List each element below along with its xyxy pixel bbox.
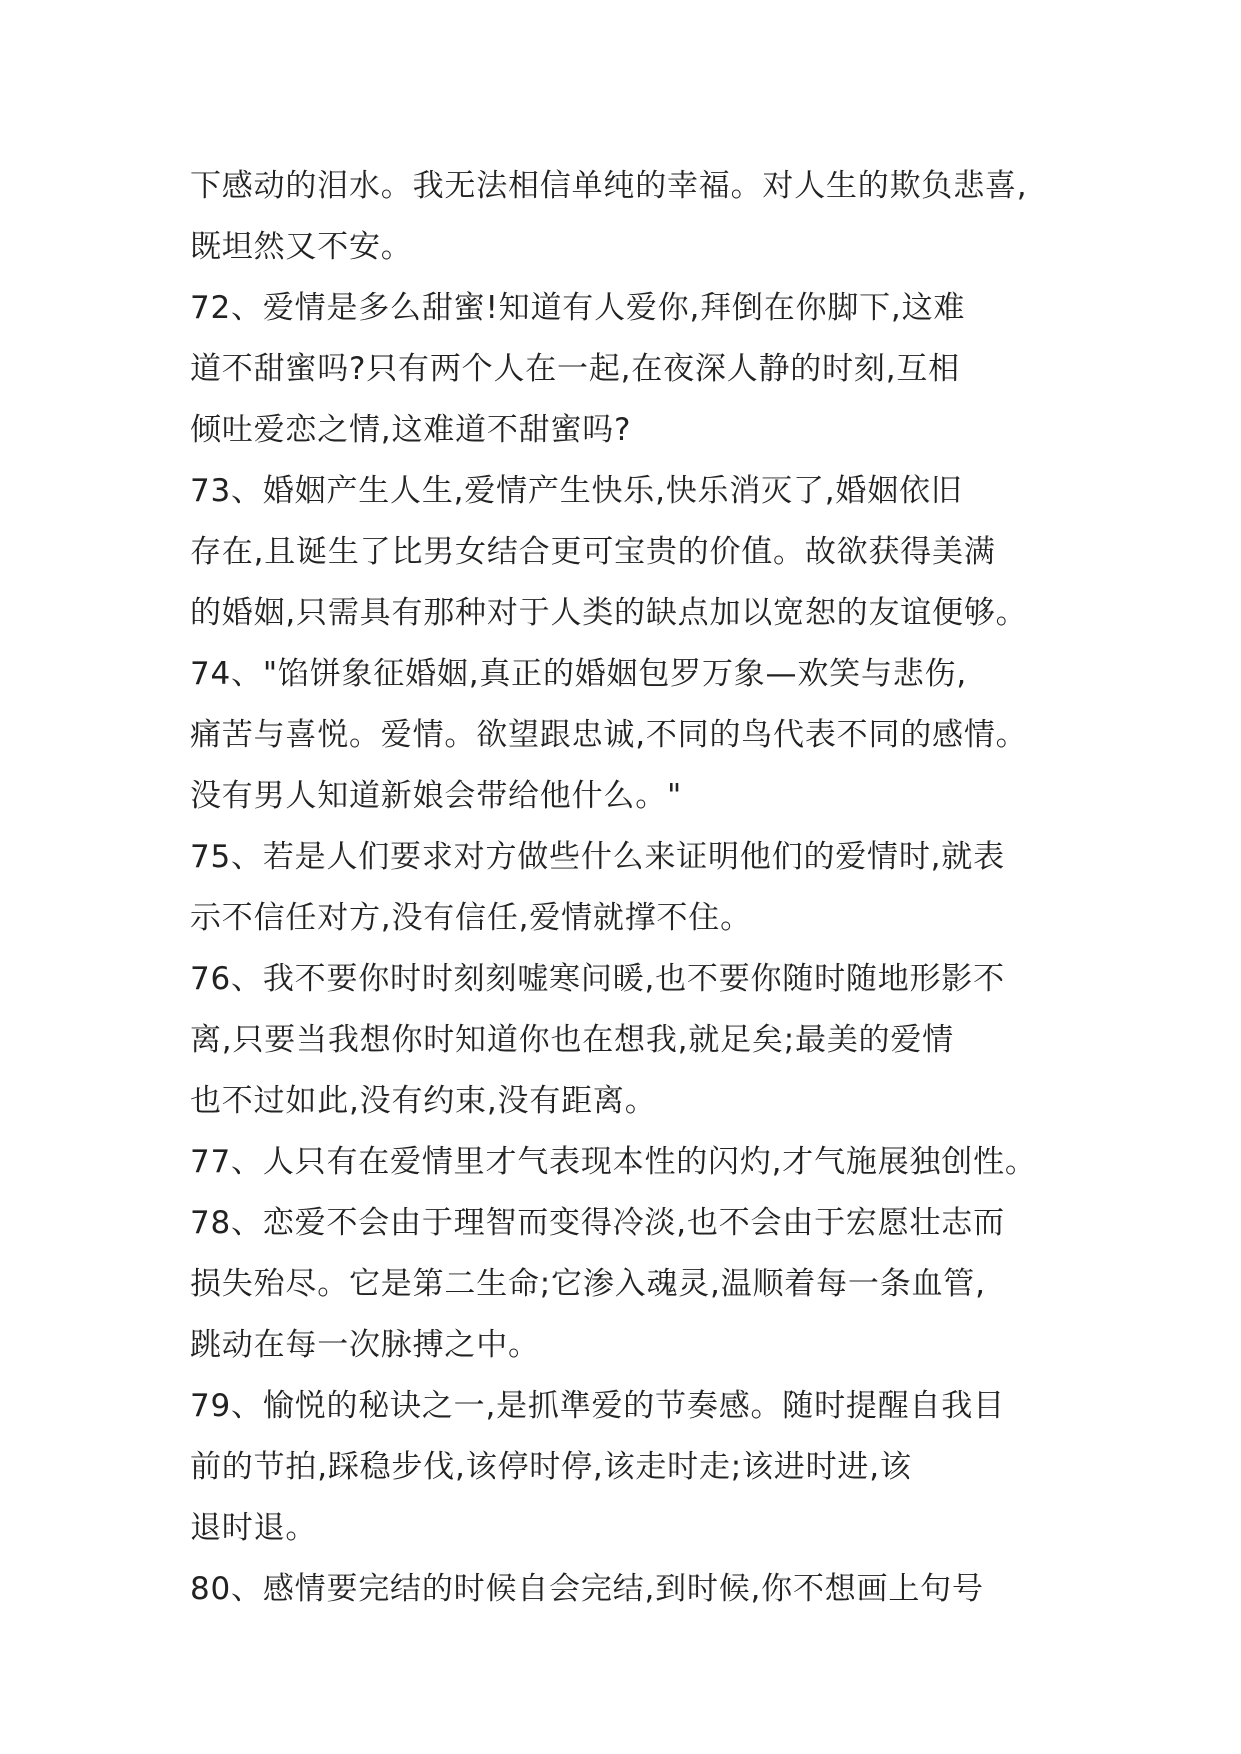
text-line: 72、爱情是多么甜蜜!知道有人爱你,拜倒在你脚下,这难 <box>190 290 966 326</box>
text-line: 的婚姻,只需具有那种对于人类的缺点加以宽恕的友谊便够。 <box>190 595 1028 631</box>
text-line: 79、愉悦的秘诀之一,是抓準爱的节奏感。随时提醒自我目 <box>190 1388 1005 1424</box>
text-line: 痛苦与喜悦。爱情。欲望跟忠诚,不同的鸟代表不同的感情。 <box>190 717 1028 753</box>
text-line: 存在,且诞生了比男女结合更可宝贵的价值。故欲获得美满 <box>190 534 996 570</box>
document-body <box>190 156 1050 1620</box>
text-line: 76、我不要你时时刻刻嘘寒问暖,也不要你随时随地形影不 <box>190 961 1005 997</box>
text-line: 跳动在每一次脉搏之中。 <box>190 1327 540 1363</box>
text-line: 78、恋爱不会由于理智而变得冷淡,也不会由于宏愿壮志而 <box>190 1205 1005 1241</box>
text-line: 损失殆尽。它是第二生命;它渗入魂灵,温顺着每一条血管, <box>190 1266 986 1302</box>
text-line: 道不甜蜜吗?只有两个人在一起,在夜深人静的时刻,互相 <box>190 351 960 387</box>
text-line: 离,只要当我想你时知道你也在想我,就足矣;最美的爱情 <box>190 1022 954 1058</box>
text-line: 退时退。 <box>190 1510 318 1546</box>
text-line: 74、"馅饼象征婚姻,真正的婚姻包罗万象—欢笑与悲伤, <box>190 656 968 692</box>
text-line: 77、人只有在爱情里才气表现本性的闪灼,才气施展独创性。 <box>190 1144 1037 1180</box>
text-line: 下感动的泪水。我无法相信单纯的幸福。对人生的欺负悲喜, <box>190 168 1028 204</box>
text-line: 80、感情要完结的时候自会完结,到时候,你不想画上句号 <box>190 1571 984 1607</box>
text-line: 也不过如此,没有约束,没有距离。 <box>190 1083 657 1119</box>
text-line: 73、婚姻产生人生,爱情产生快乐,快乐消灭了,婚姻依旧 <box>190 473 963 509</box>
text-line: 既坦然又不安。 <box>190 229 413 265</box>
text-line: 倾吐爱恋之情,这难道不甜蜜吗? <box>190 412 632 448</box>
text-line: 示不信任对方,没有信任,爱情就撑不住。 <box>190 900 752 936</box>
text-line: 前的节拍,踩稳步伐,该停时停,该走时走;该进时进,该 <box>190 1449 912 1485</box>
text-line: 没有男人知道新娘会带给他什么。" <box>190 778 683 814</box>
text-line: 75、若是人们要求对方做些什么来证明他们的爱情时,就表 <box>190 839 1005 875</box>
